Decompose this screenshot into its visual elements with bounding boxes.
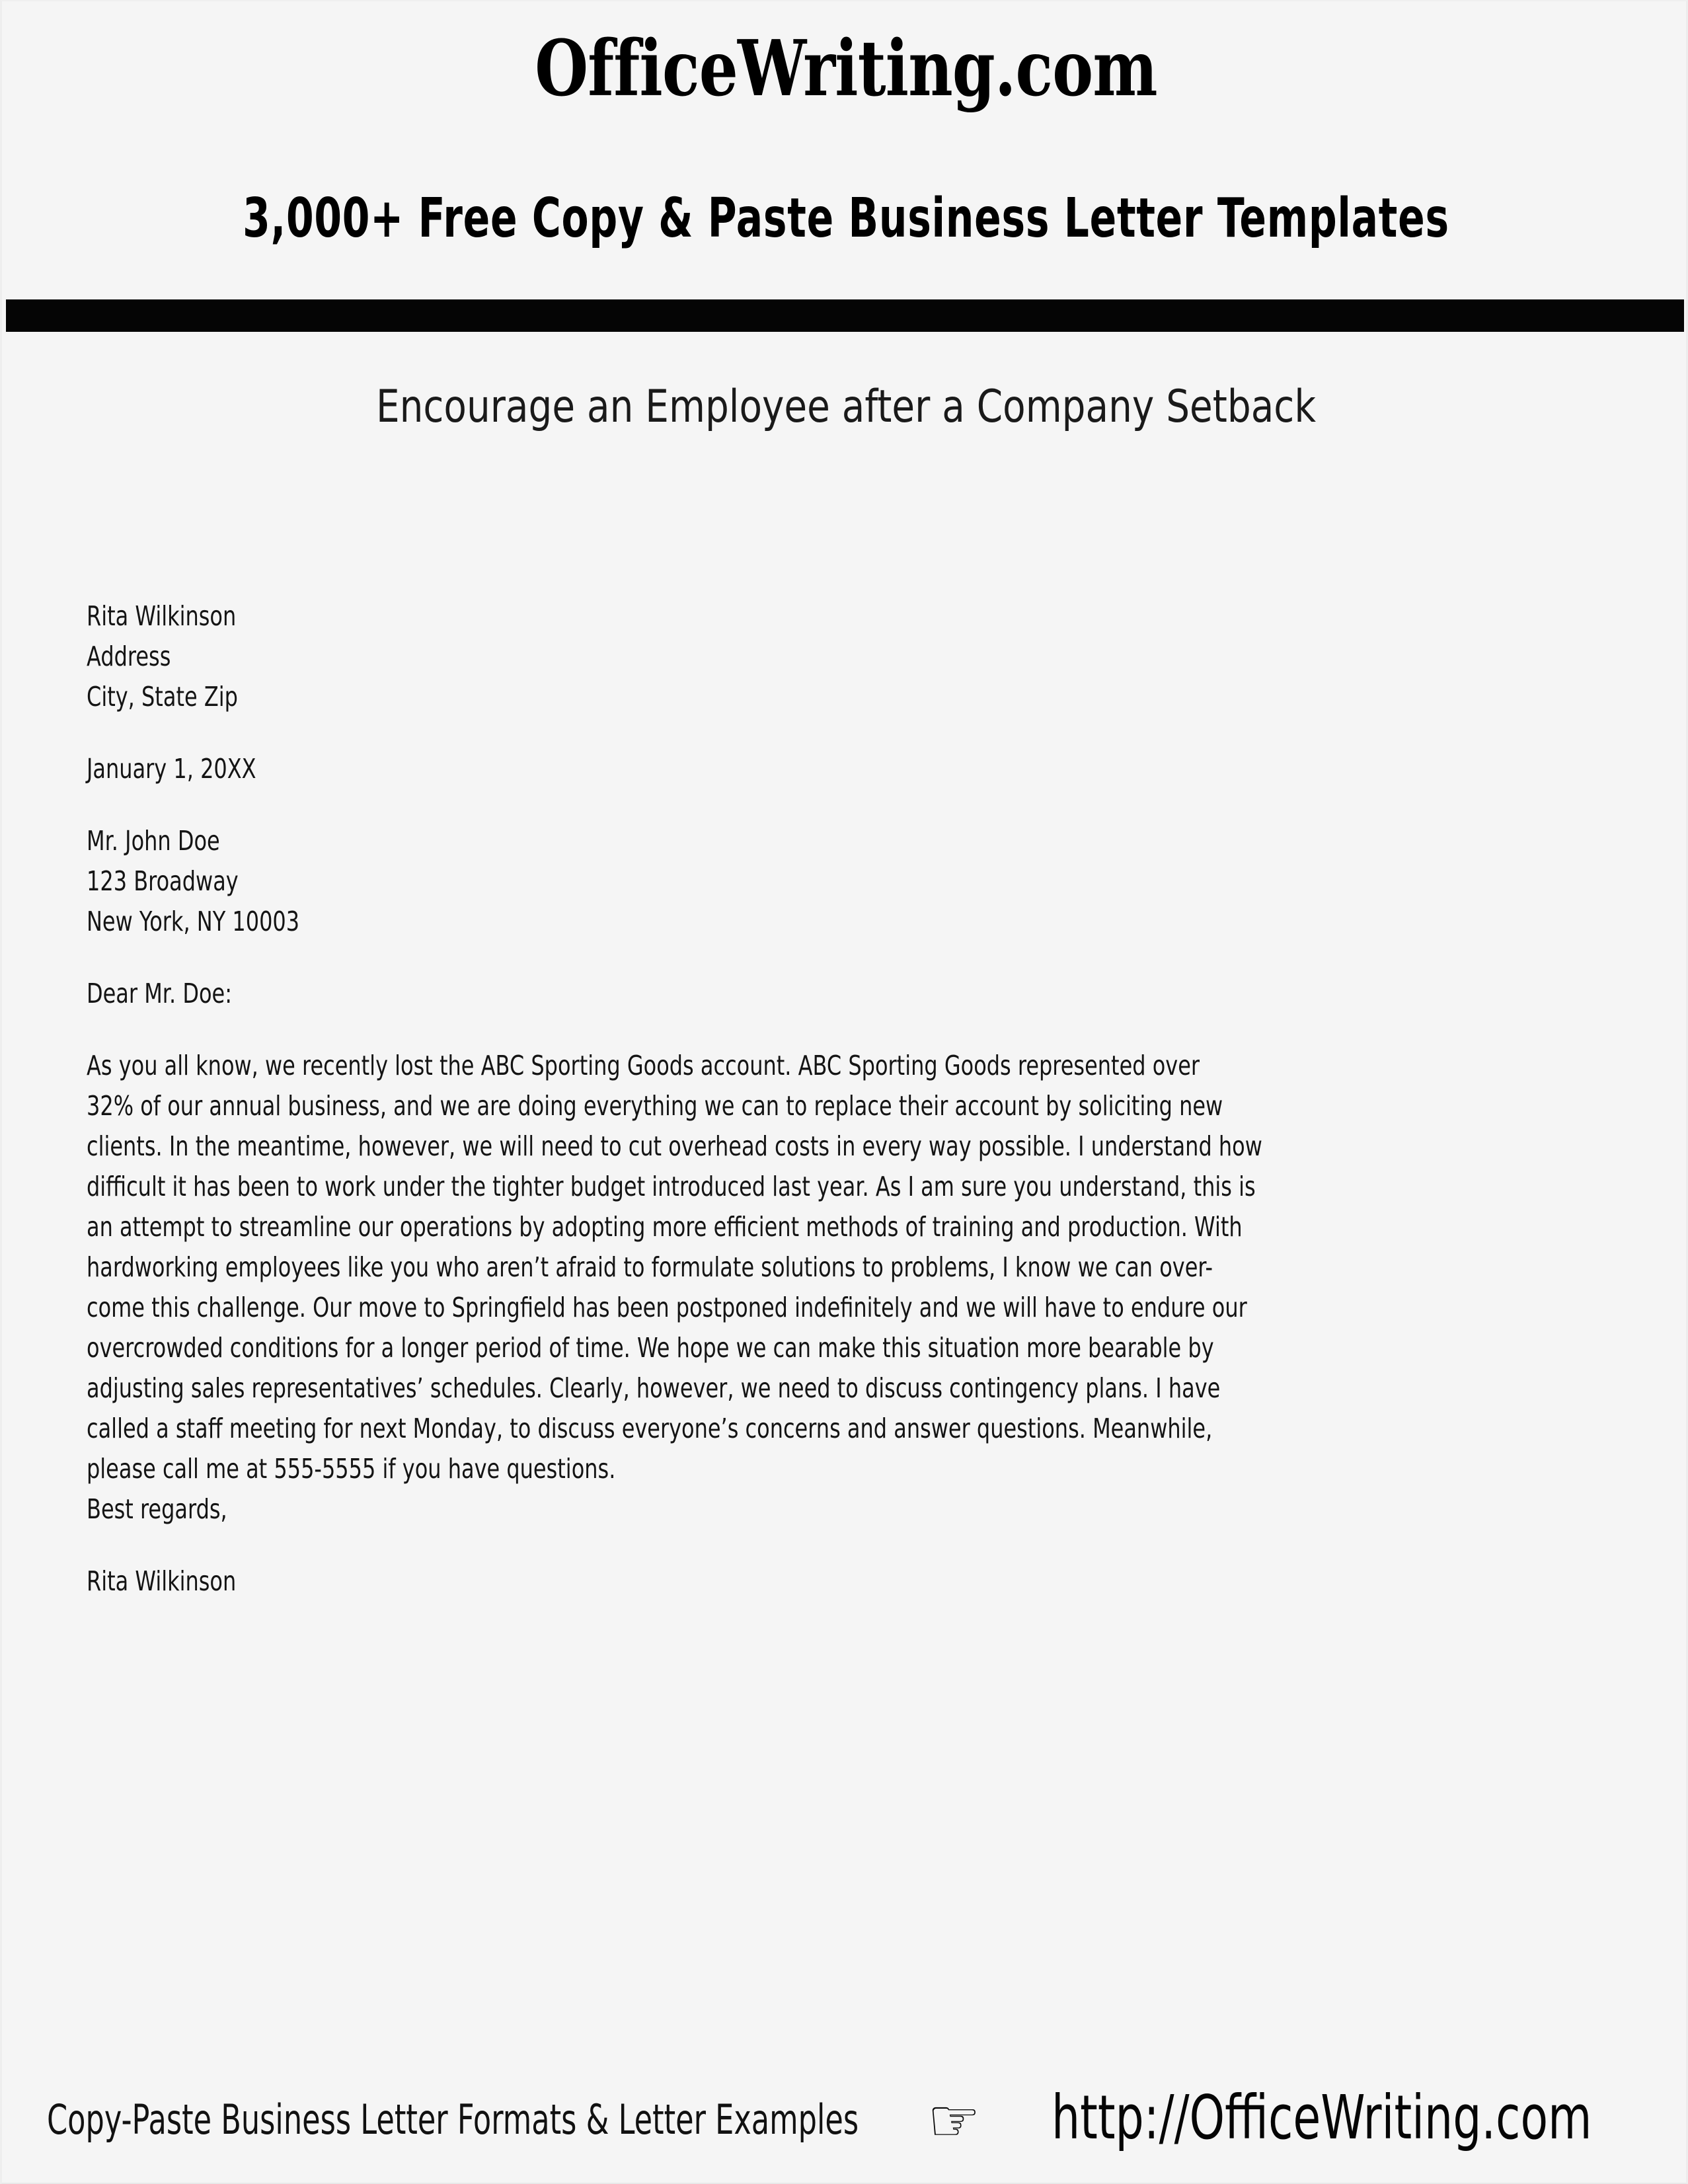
letter-body: [87, 596, 1262, 1633]
signature-block: [87, 1561, 1262, 1602]
header-divider-bar: [6, 299, 1684, 332]
paragraph-line: clients. In the meantime, however, we will need to cut overhead costs in every way possible. I understand how: [87, 1130, 1262, 1162]
signature-name: Rita Wilkinson: [87, 1565, 237, 1597]
sender-address: Address: [87, 641, 171, 672]
footer-tagline: Copy-Paste Business Letter Formats & Letter Examples: [47, 2095, 859, 2144]
letter-date-block: [87, 749, 1262, 789]
letter-paragraph: [87, 1046, 1593, 1489]
recipient-street: 123 Broadway: [87, 865, 239, 897]
page-footer: [2, 2082, 1688, 2163]
masthead: [2, 1, 1688, 299]
paragraph-line: overcrowded conditions for a longer period of time. We hope we can make this situation more bearable by: [87, 1332, 1214, 1364]
recipient-name: Mr. John Doe: [87, 825, 220, 857]
brand-title: OfficeWriting.com: [535, 24, 1157, 114]
paragraph-line: difficult it has been to work under the tighter budget introduced last year. As I am sure you understand, this is: [87, 1171, 1256, 1202]
paragraph-line: please call me at 555-5555 if you have questions.: [87, 1453, 616, 1485]
salutation-block: [87, 974, 1262, 1014]
paragraph-line: an attempt to streamline our operations by adopting more efficient methods of training and production. With: [87, 1211, 1243, 1243]
recipient-address-block: [87, 821, 1262, 942]
paragraph-line: adjusting sales representatives’ schedules. Clearly, however, we need to discuss contingency plans. I have: [87, 1372, 1221, 1404]
footer-website-url[interactable]: http://OfficeWriting.com: [1052, 2082, 1592, 2153]
page-title: Encourage an Employee after a Company Setback: [375, 381, 1317, 433]
pointing-hand-icon: ☞: [927, 2086, 981, 2156]
paragraph-line: 32% of our annual business, and we are doing everything we can to replace their account by soliciting new: [87, 1090, 1223, 1122]
paragraph-line: called a staff meeting for next Monday, to discuss everyone’s concerns and answer questions. Meanwhile,: [87, 1413, 1213, 1444]
paragraph-line: hardworking employees like you who aren’t afraid to formulate solutions to problems, I know we can over-: [87, 1251, 1213, 1283]
brand-tagline: 3,000+ Free Copy & Paste Business Letter Templates: [243, 187, 1449, 250]
salutation: Dear Mr. Doe:: [87, 978, 232, 1009]
sender-address-block: [87, 596, 1262, 717]
letter-date: January 1, 20XX: [87, 753, 256, 785]
sender-city-state-zip: City, State Zip: [87, 681, 238, 713]
sender-name: Rita Wilkinson: [87, 600, 237, 632]
recipient-city-state-zip: New York, NY 10003: [87, 906, 300, 937]
paragraph-line: As you all know, we recently lost the ABC Sporting Goods account. ABC Sporting Goods represented over: [87, 1050, 1200, 1081]
closing-block: [87, 1489, 1262, 1530]
paragraph-line: come this challenge. Our move to Springfield has been postponed indefinitely and we will have to endure our: [87, 1292, 1247, 1323]
closing-salutation: Best regards,: [87, 1493, 227, 1525]
